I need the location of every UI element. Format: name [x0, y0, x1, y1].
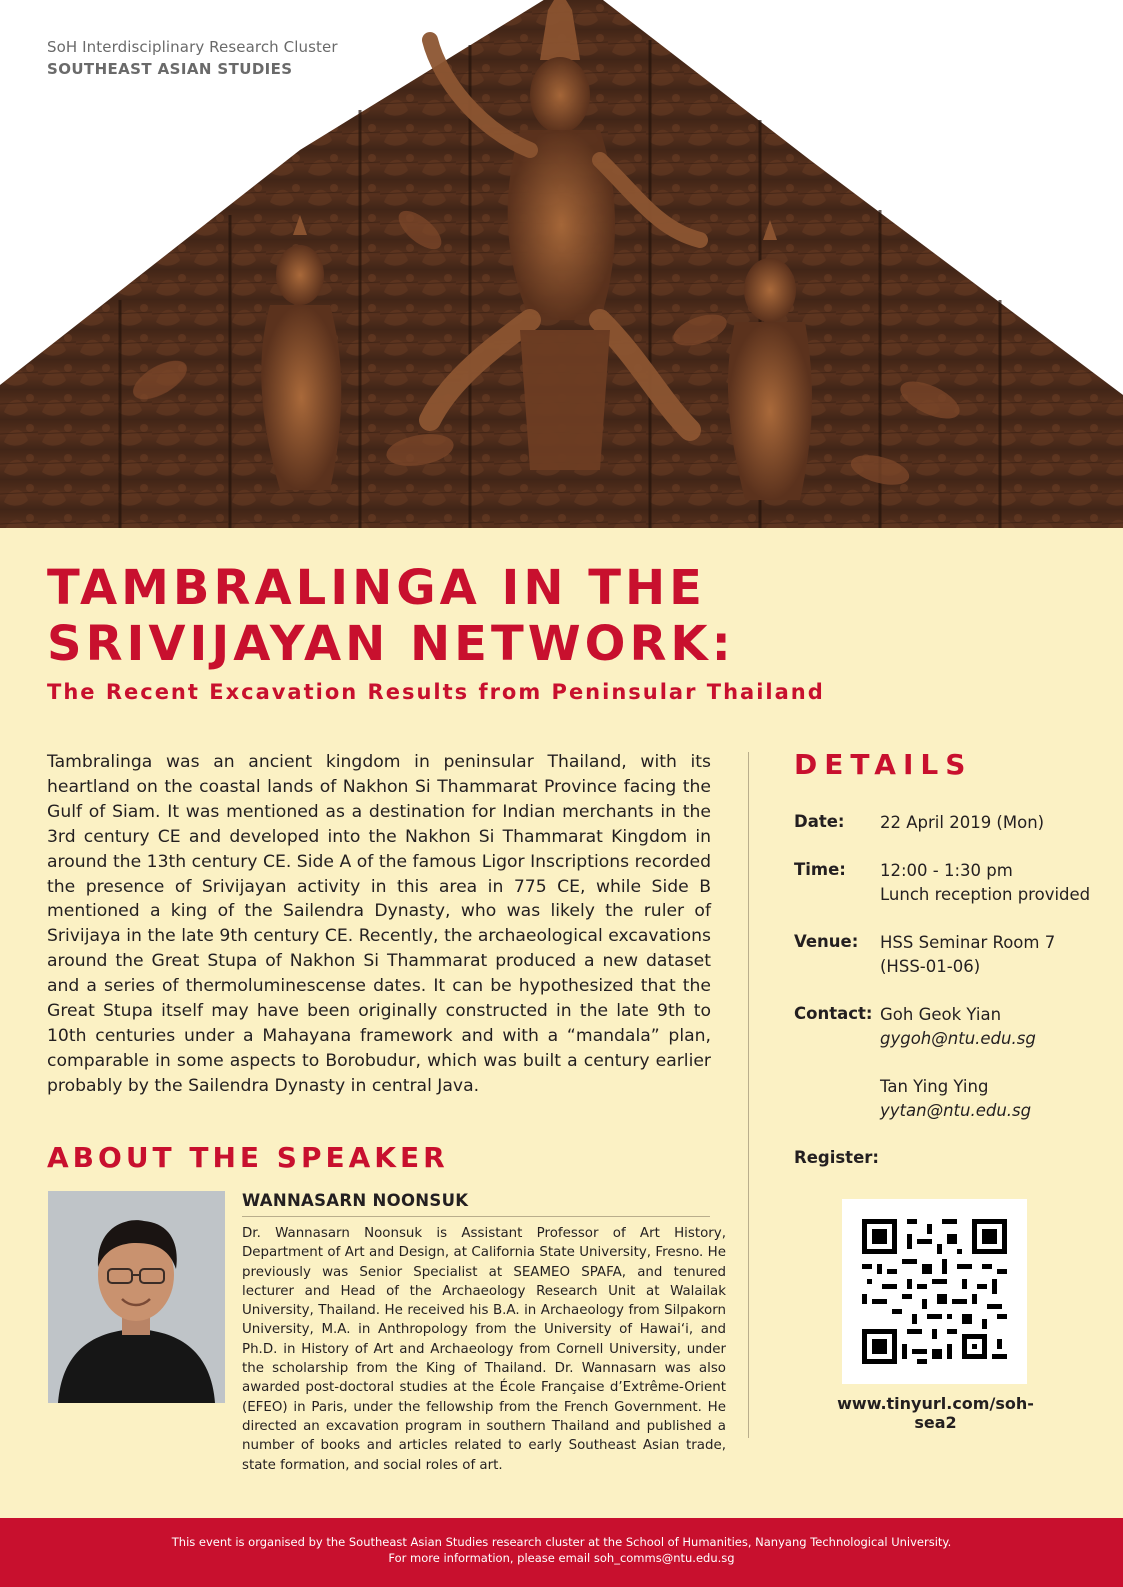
contact1-email[interactable]: gygoh@ntu.edu.sg — [880, 1029, 1036, 1048]
time-note: Lunch reception provided — [880, 885, 1091, 904]
event-subtitle: The Recent Excavation Results from Peninsular Thailand — [47, 680, 825, 704]
time-value — [880, 859, 1090, 907]
contact-label: Contact: — [794, 1004, 873, 1023]
register-qr-code[interactable] — [842, 1199, 1027, 1384]
hero-image — [0, 0, 1123, 528]
speaker-name: WANNASARN NOONSUK — [242, 1191, 469, 1210]
date-value — [880, 811, 1044, 835]
speaker-divider — [242, 1216, 710, 1217]
footer-bar — [0, 1518, 1123, 1587]
venue-value — [880, 931, 1055, 979]
time-text: 12:00 - 1:30 pm — [880, 861, 1013, 880]
speaker-heading: ABOUT THE SPEAKER — [47, 1141, 449, 1174]
contact-value — [880, 1003, 1036, 1123]
qr-code-icon — [862, 1219, 1007, 1364]
venue-label: Venue: — [794, 932, 859, 951]
cluster-name: SoH Interdisciplinary Research Cluster — [47, 38, 338, 56]
event-title — [47, 560, 1087, 672]
speaker-bio: Dr. Wannasarn Noonsuk is Assistant Professor of Art History, Department of Art and Design, at California State University, Fresno. He previously was Senior Specialist at SEAMEO SPAFA, and tenured lecturer and Head of the Archaeology Research Unit at Walailak University, Thailand. He received his B.A. in Archaeology from Silpakorn University, M.A. in Anthropology from the University of Hawai‘i, and Ph.D. in History of Art and Archaeology from Cornell University, under the scholarship from the King of Thailand. Dr. Wannasarn was also awarded post-doctoral studies at the École Française d’Extrême-Orient (EFEO) in Paris, under the fellowship from the French Government. He directed an excavation program in southern Thailand and published a number of books and articles related to early Southeast Asian trade, state formation, and social roles of art. — [242, 1226, 726, 1473]
speaker-photo — [48, 1191, 225, 1403]
register-url-link[interactable]: www.tinyurl.com/soh-sea2 — [837, 1394, 1034, 1432]
event-title-line1: TAMBRALINGA IN THE — [47, 560, 706, 616]
date-text: 22 April 2019 (Mon) — [880, 813, 1045, 832]
carved-pediment-illustration — [0, 0, 1123, 528]
column-divider — [748, 752, 749, 1438]
contact2-email[interactable]: yytan@ntu.edu.sg — [880, 1101, 1032, 1120]
venue-text: HSS Seminar Room 7 — [880, 933, 1056, 952]
abstract-paragraph: Tambralinga was an ancient kingdom in peninsular Thailand, with its heartland on the coastal lands of Nakhon Si Thammarat Province facing the Gulf of Siam. It was mentioned as a destination for Indian merchants in the 3rd century CE and developed into the Nakhon Si Thammarat Kingdom in around the 13th century CE. Side A of the famous Ligor Inscriptions recorded the presence of Srivijayan activity in this area in 775 CE, while Side B mentioned a king of the Sailendra Dynasty, who was likely the ruler of Srivijaya in the late 9th century CE. Recently, the archaeological excavations around the Great Stupa of Nakhon Si Thammarat produced a new dataset and a series of thermoluminescense dates. It can be hypothesized that the Great Stupa itself may have been originally constructed in the late 9th to 10th centuries under a Mahayana framework and with a “mandala” plan, comparable in some aspects to Borobudur, which was built a century earlier probably by the Sailendra Dynasty in central Java. — [47, 752, 711, 1096]
details-heading: DETAILS — [794, 748, 973, 781]
time-label: Time: — [794, 860, 846, 879]
speaker-portrait-illustration — [48, 1191, 225, 1403]
register-label: Register: — [794, 1148, 879, 1167]
footer-line1: This event is organised by the Southeast Asian Studies research cluster at the School of Humanities, Nanyang Technological University. — [171, 1535, 952, 1549]
footer-line2: For more information, please email soh_comms@ntu.edu.sg — [388, 1551, 735, 1565]
venue-code: (HSS-01-06) — [880, 957, 981, 976]
cluster-subname: SOUTHEAST ASIAN STUDIES — [47, 60, 293, 78]
contact2-name: Tan Ying Ying — [880, 1077, 989, 1096]
date-label: Date: — [794, 812, 845, 831]
contact1-name: Goh Geok Yian — [880, 1005, 1002, 1024]
event-title-line2: SRIVIJAYAN NETWORK: — [47, 616, 735, 672]
